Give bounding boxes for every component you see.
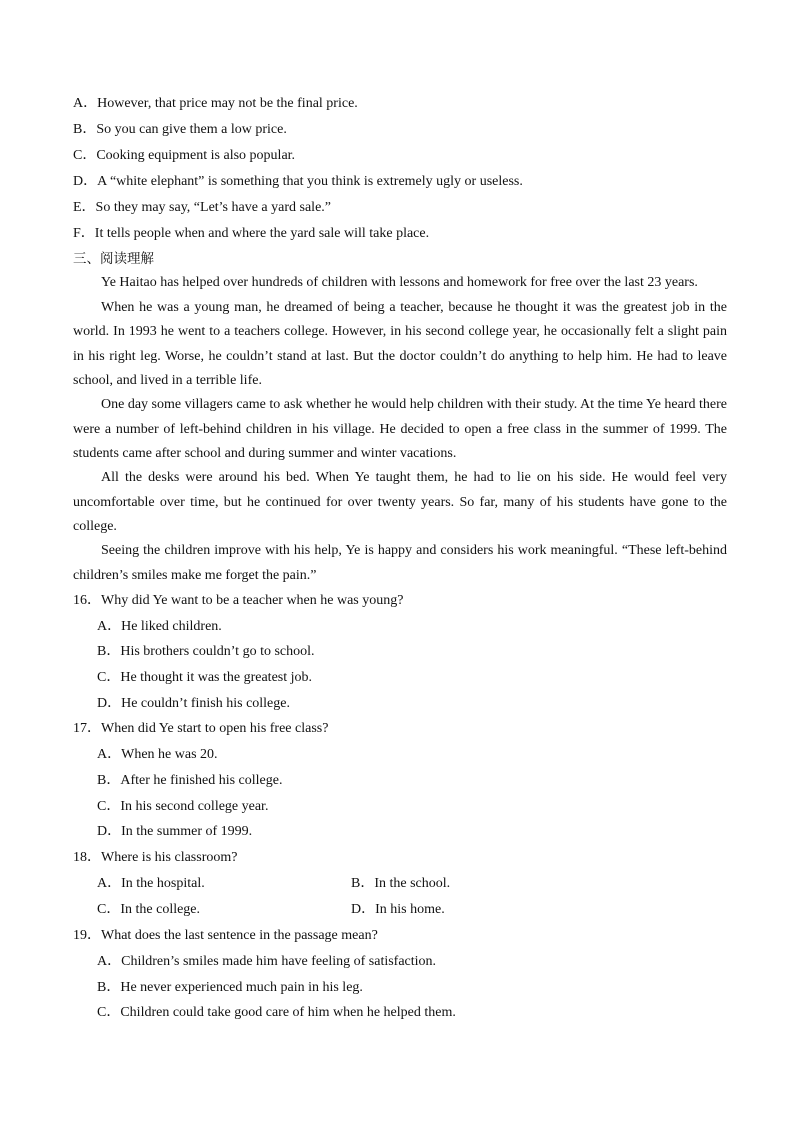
option-b: B．So you can give them a low price. xyxy=(73,122,287,137)
passage-line: All the desks were around his bed. When Ye taught them, he had to lie on his side. He would feel very xyxy=(101,470,727,485)
passage-line: world. In 1993 he went to a teachers college. However, in his second college year, he occasionally felt a slight pain xyxy=(73,324,727,339)
option-f: F．It tells people when and where the yard sale will take place. xyxy=(73,226,430,241)
question-16-option-c[interactable]: C．He thought it was the greatest job. xyxy=(97,670,313,685)
question-17-option-a[interactable]: A．When he was 20. xyxy=(97,747,218,762)
option-d: D．A “white elephant” is something that you think is extremely ugly or useless. xyxy=(73,174,523,189)
passage-line: One day some villagers came to ask whether he would help children with their study. At the time Ye heard there xyxy=(101,397,727,412)
passage-line: When he was a young man, he dreamed of being a teacher, because he thought it was the greatest job in the xyxy=(101,300,727,315)
question-19-option-a[interactable]: A．Children’s smiles made him have feeling of satisfaction. xyxy=(97,954,437,969)
question-16-option-d[interactable]: D．He couldn’t finish his college. xyxy=(97,696,290,711)
passage-line: in his right leg. Worse, he couldn’t stand at last. But the doctor couldn’t do anything to help him. He had to leave xyxy=(73,349,727,364)
question-18-option-d[interactable]: D．In his home. xyxy=(351,902,445,917)
question-19-stem: 19．What does the last sentence in the passage mean? xyxy=(73,928,378,943)
passage-line: children’s smiles make me forget the pain.” xyxy=(73,568,317,583)
passage-line: students came after school and during summer and winter vacations. xyxy=(73,446,457,461)
question-18-option-b[interactable]: B．In the school. xyxy=(351,876,451,891)
question-18-option-c[interactable]: C．In the college. xyxy=(97,902,201,917)
option-e: E．So they may say, “Let’s have a yard sale.” xyxy=(73,200,332,215)
question-18-stem: 18．Where is his classroom? xyxy=(73,850,238,865)
question-17-option-b[interactable]: B．After he finished his college. xyxy=(97,773,283,788)
question-17-option-d[interactable]: D．In the summer of 1999. xyxy=(97,824,253,839)
passage-line: school, and lived in a terrible life. xyxy=(73,373,262,388)
option-c: C．Cooking equipment is also popular. xyxy=(73,148,296,163)
question-18-option-a[interactable]: A．In the hospital. xyxy=(97,876,205,891)
option-a: A．However, that price may not be the final price. xyxy=(73,96,358,111)
passage-line: college. xyxy=(73,519,117,534)
question-16-option-b[interactable]: B．His brothers couldn’t go to school. xyxy=(97,644,315,659)
question-19-option-b[interactable]: B．He never experienced much pain in his leg. xyxy=(97,980,363,995)
question-17-stem: 17．When did Ye start to open his free class? xyxy=(73,721,329,736)
passage-line: were a number of left-behind children in his village. He decided to open a free class in the summer of 1999. The xyxy=(73,422,727,437)
question-19-option-c[interactable]: C．Children could take good care of him when he helped them. xyxy=(97,1005,456,1020)
section-title: 三、阅读理解 xyxy=(73,251,154,267)
question-16-option-a[interactable]: A．He liked children. xyxy=(97,619,222,634)
question-16-stem: 16．Why did Ye want to be a teacher when he was young? xyxy=(73,593,404,608)
passage-paragraph-1: Ye Haitao has helped over hundreds of children with lessons and homework for free over the last 23 years. xyxy=(101,275,698,290)
passage-line: uncomfortable over time, but he continued for over twenty years. So far, many of his students have gone to the xyxy=(73,495,727,510)
question-17-option-c[interactable]: C．In his second college year. xyxy=(97,799,269,814)
passage-line: Seeing the children improve with his help, Ye is happy and considers his work meaningful. “These left-behind xyxy=(101,543,727,558)
